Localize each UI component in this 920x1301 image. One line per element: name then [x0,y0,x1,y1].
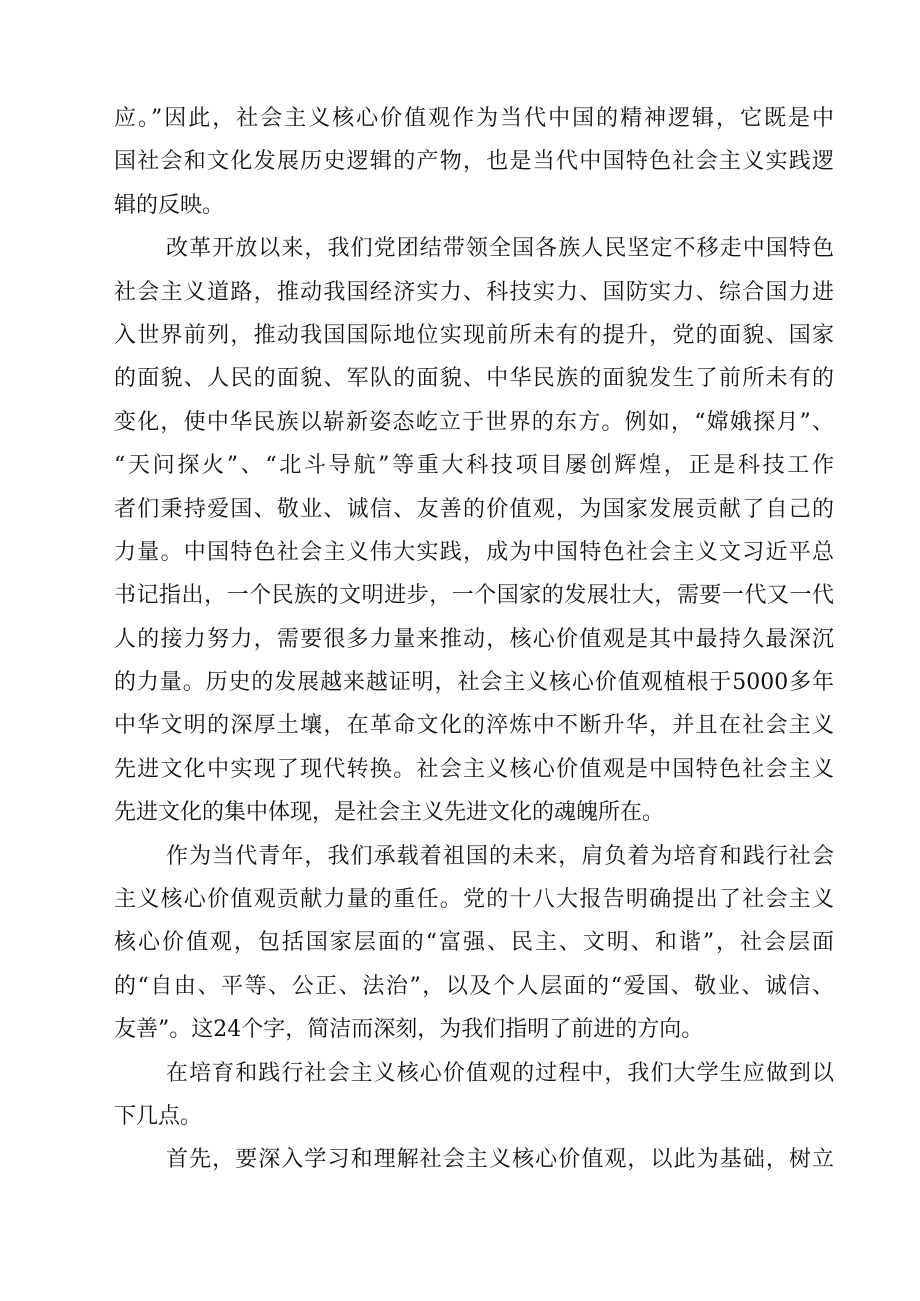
paragraph-1-line-3: 辑的反映。 [114,192,225,218]
paragraph-2-line-3: 入世界前列，推动我国国际地位实现前所未有的提升，党的面貌、国家 [114,322,834,348]
paragraph-2-line-1: 改革开放以来，我们党团结带领全国各族人民坚定不移走中国特色 [166,236,834,262]
paragraph-2-line-10: 人的接力努力，需要很多力量来推动，核心价值观是其中最持久最深沉 [114,626,834,652]
paragraph-2-line-6: “天问探火”、“北斗导航”等重大科技项目屡创辉煌，正是科技工作 [114,453,834,479]
paragraph-2-line-9: 书记指出，一个民族的文明进步，一个国家的发展壮大，需要一代又一代 [114,583,834,609]
paragraph-2-line-12: 中华文明的深厚土壤，在革命文化的淬炼中不断升华，并且在社会主义 [114,713,834,739]
paragraph-2-line-7: 者们秉持爱国、敬业、诚信、友善的价值观，为国家发展贡献了自己的 [114,496,834,522]
paragraph-2-line-11: 的力量。历史的发展越来越证明，社会主义核心价值观植根于5000多年 [114,670,834,696]
paragraph-2-line-14: 先进文化的集中体现，是社会主义先进文化的魂魄所在。 [114,800,665,826]
paragraph-3-line-3: 核心价值观，包括国家层面的“富强、民主、文明、和谐”，社会层面 [114,930,834,956]
paragraph-2-line-5: 变化，使中华民族以崭新姿态屹立于世界的东方。例如，“嫦娥探月”、 [114,409,834,435]
paragraph-2-line-8: 力量。中国特色社会主义伟大实践，成为中国特色社会主义文习近平总 [114,539,834,565]
paragraph-4-line-1: 在培育和践行社会主义核心价值观的过程中，我们大学生应做到以 [166,1060,834,1086]
paragraph-2-line-13: 先进文化中实现了现代转换。社会主义核心价值观是中国特色社会主义 [114,756,834,782]
paragraph-2-line-4: 的面貌、人民的面貌、军队的面貌、中华民族的面貌发生了前所未有的 [114,366,834,392]
paragraph-2-line-2: 社会主义道路，推动我国经济实力、科技实力、国防实力、综合国力进 [114,279,834,305]
paragraph-1-line-2: 国社会和文化发展历史逻辑的产物，也是当代中国特色社会主义实践逻 [114,149,834,175]
paragraph-4-line-2: 下几点。 [114,1103,203,1129]
paragraph-3-line-5: 友善”。这24个字，简洁而深刻，为我们指明了前进的方向。 [114,1017,704,1043]
paragraph-3-line-1: 作为当代青年，我们承载着祖国的未来，肩负着为培育和践行社会 [166,843,834,869]
paragraph-3-line-4: 的“自由、平等、公正、法治”，以及个人层面的“爱国、敬业、诚信、 [114,973,834,999]
paragraph-1-line-1: 应。”因此，社会主义核心价值观作为当代中国的精神逻辑，它既是中 [114,106,834,131]
paragraph-3-line-2: 主义核心价值观贡献力量的重任。党的十八大报告明确提出了社会主义 [114,887,834,913]
paragraph-5-line-1: 首先，要深入学习和理解社会主义核心价值观，以此为基础，树立 [166,1147,834,1173]
document-body [114,97,834,1182]
